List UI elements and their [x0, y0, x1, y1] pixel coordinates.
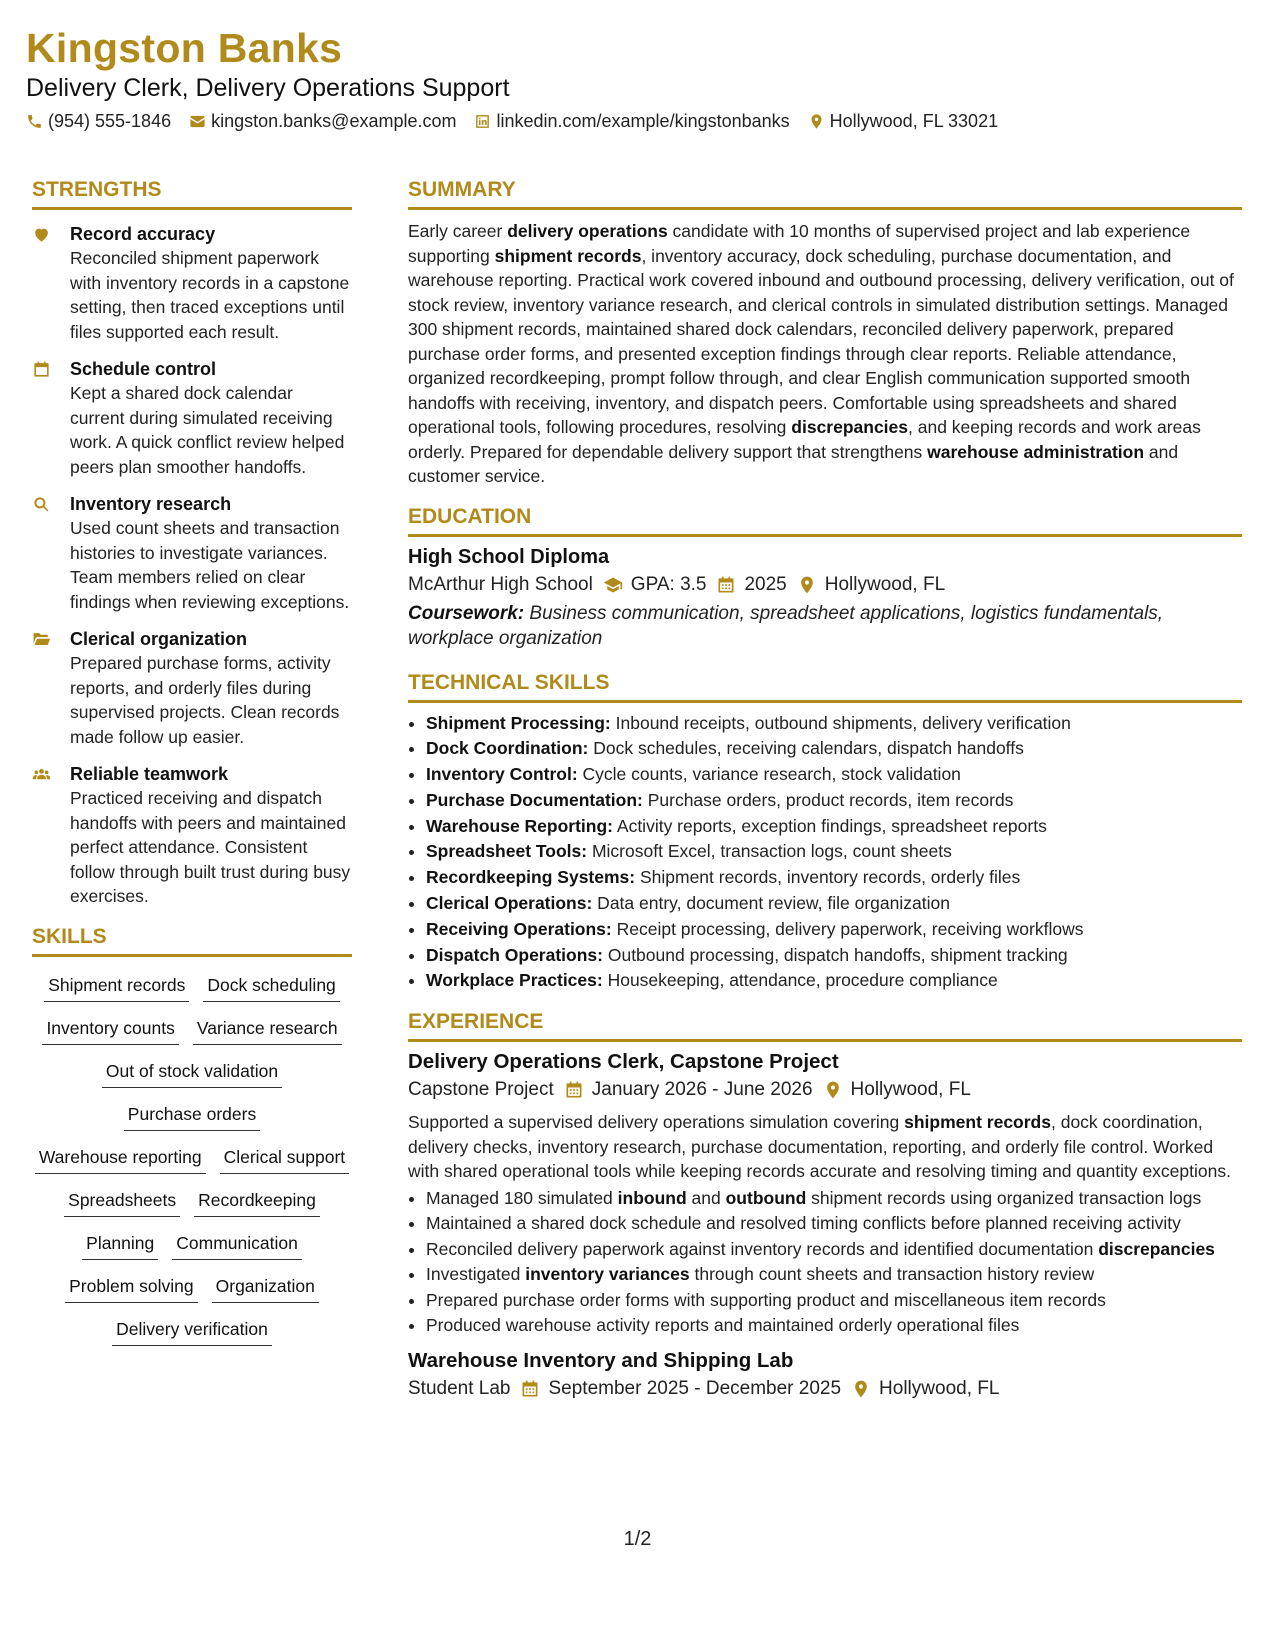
- strength-icon-wrap: [32, 222, 70, 344]
- summary-heading: SUMMARY: [408, 176, 1242, 210]
- technical-skill-label: Warehouse Reporting:: [426, 815, 613, 836]
- strength-description: Used count sheets and transaction histories to investigate variances. Team members relied on clear findings when reviewing exceptions.: [70, 518, 350, 612]
- education-gpa: [603, 571, 707, 599]
- candidate-name: Kingston Banks: [26, 25, 343, 71]
- calendar-icon: [716, 575, 736, 595]
- strength-description: Prepared purchase forms, activity reports, and orderly files during supervised projects. Clean records made follow up easier.: [70, 653, 340, 747]
- skill-tag: Warehouse reporting: [35, 1143, 206, 1174]
- job-bullet: • Investigated inventory variances through count sheets and transaction history review: [426, 1262, 1242, 1286]
- linkedin-text: linkedin.com/example/kingstonbanks: [496, 111, 790, 131]
- job-bullets: [408, 1186, 1242, 1338]
- education-location: [797, 571, 945, 599]
- skill-tag: Shipment records: [44, 971, 189, 1002]
- contact-location: [808, 111, 998, 132]
- strength-item: [32, 762, 352, 909]
- strengths-heading: STRENGTHS: [32, 176, 352, 210]
- contact-row: [26, 111, 1246, 132]
- calendar-icon: [32, 360, 51, 379]
- job-org: Capstone Project: [408, 1079, 554, 1101]
- strength-body: [70, 357, 352, 479]
- strengths-list: [32, 222, 352, 909]
- job-bullet: • Maintained a shared dock schedule and resolved timing conflicts before planned receiving activity: [426, 1211, 1242, 1235]
- technical-skill-item: • Spreadsheet Tools: Microsoft Excel, transaction logs, count sheets: [426, 839, 1242, 865]
- strength-title: Schedule control: [70, 359, 217, 379]
- technical-skills-list: [408, 711, 1242, 995]
- job-bullet: • Prepared purchase order forms with supporting product and miscellaneous item records: [426, 1288, 1242, 1312]
- strength-title: Reliable teamwork: [70, 764, 229, 784]
- strength-icon-wrap: [32, 762, 70, 909]
- technical-skill-item: • Inventory Control: Cycle counts, variance research, stock validation: [426, 762, 1242, 788]
- technical-skill-item: • Clerical Operations: Data entry, document review, file organization: [426, 891, 1242, 917]
- strength-body: [70, 762, 352, 909]
- folder-open-icon: [32, 630, 51, 649]
- technical-skill-item: • Dispatch Operations: Outbound processing, dispatch handoffs, shipment tracking: [426, 943, 1242, 969]
- technical-skill-item: • Shipment Processing: Inbound receipts, outbound shipments, delivery verification: [426, 711, 1242, 737]
- skill-tag: Organization: [212, 1272, 319, 1303]
- strength-item: [32, 492, 352, 614]
- strength-body: [70, 627, 352, 749]
- skill-tag: Communication: [172, 1229, 302, 1260]
- technical-skill-item: • Recordkeeping Systems: Shipment records, inventory records, orderly files: [426, 865, 1242, 891]
- job-bullet: • Managed 180 simulated inbound and outbound shipment records using organized transaction logs: [426, 1186, 1242, 1210]
- technical-skill-label: Shipment Processing:: [426, 712, 611, 733]
- bold-keyword: discrepancies: [1098, 1238, 1215, 1259]
- technical-skill-item: • Purchase Documentation: Purchase orders, product records, item records: [426, 788, 1242, 814]
- search-icon: [32, 495, 51, 514]
- coursework-label: Coursework:: [408, 602, 525, 624]
- candidate-subtitle: Delivery Clerk, Delivery Operations Support: [26, 74, 510, 102]
- technical-skill-label: Dock Coordination:: [426, 738, 589, 759]
- phone-icon: [26, 113, 43, 130]
- contact-phone[interactable]: [26, 111, 171, 132]
- job-meta: [408, 1375, 1242, 1403]
- job-org: Student Lab: [408, 1378, 511, 1400]
- map-pin-icon: [797, 575, 817, 595]
- skill-tag: Variance research: [193, 1014, 342, 1045]
- technical-skill-label: Workplace Practices:: [426, 970, 603, 991]
- education-school: McArthur High School: [408, 573, 593, 595]
- technical-skill-item: • Warehouse Reporting: Activity reports, exception findings, spreadsheet reports: [426, 814, 1242, 840]
- page-number: 1/2: [623, 1528, 652, 1550]
- education-year: [716, 571, 786, 599]
- edu-location-text: Hollywood, FL: [824, 573, 946, 595]
- graduation-cap-icon: [603, 575, 623, 595]
- strength-description: Reconciled shipment paperwork with inventory records in a capstone setting, then traced exceptions until files supported each result.: [70, 248, 350, 342]
- right-column: [408, 176, 1242, 1403]
- education-meta: [408, 571, 1242, 599]
- skills-heading: SKILLS: [32, 923, 352, 957]
- skills-list: [32, 971, 352, 1346]
- linkedin-icon: [474, 113, 491, 130]
- calendar-icon: [564, 1080, 584, 1100]
- job-dates-text: September 2025 - December 2025: [548, 1378, 842, 1400]
- contact-email[interactable]: [189, 111, 456, 132]
- skill-tag: Delivery verification: [112, 1315, 272, 1346]
- strength-description: Practiced receiving and dispatch handoffs with peers and maintained perfect attendance. Consistent follow through built trust during busy exercises.: [70, 788, 351, 906]
- skill-tag: Inventory counts: [42, 1014, 178, 1045]
- strength-body: [70, 222, 352, 344]
- job-title: Warehouse Inventory and Shipping Lab: [408, 1349, 794, 1373]
- contact-linkedin[interactable]: [474, 111, 789, 132]
- strength-body: [70, 492, 352, 614]
- bold-keyword: shipment records: [904, 1112, 1051, 1133]
- skill-tag: Purchase orders: [124, 1100, 260, 1131]
- gpa-text: GPA: 3.5: [630, 573, 707, 595]
- bold-keyword: shipment records: [494, 245, 642, 266]
- technical-skill-label: Recordkeeping Systems:: [426, 867, 636, 888]
- technical-skill-label: Purchase Documentation:: [426, 789, 643, 810]
- education-coursework: [408, 601, 1242, 651]
- strength-icon-wrap: [32, 627, 70, 749]
- technical-skill-label: Spreadsheet Tools:: [426, 841, 588, 862]
- job-location: [823, 1076, 971, 1104]
- job-description: Supported a supervised delivery operations simulation covering shipment records, dock coordination, delivery checks, inventory research, purchase documentation, reporting, and orderly file control. Worked with shared operational tools while keeping records accurate and resolving timing and quantity exceptions.: [408, 1112, 1231, 1182]
- strength-title: Clerical organization: [70, 629, 248, 649]
- job-location: [851, 1375, 999, 1403]
- strength-icon-wrap: [32, 492, 70, 614]
- job-meta: [408, 1076, 1242, 1104]
- experience-heading: EXPERIENCE: [408, 1008, 1242, 1042]
- resume-header: [26, 26, 1246, 132]
- technical-skill-item: • Dock Coordination: Dock schedules, receiving calendars, dispatch handoffs: [426, 736, 1242, 762]
- job-bullet: • Produced warehouse activity reports and maintained orderly operational files: [426, 1313, 1242, 1337]
- job-title: Delivery Operations Clerk, Capstone Project: [408, 1050, 839, 1074]
- technical-skill-label: Clerical Operations:: [426, 893, 593, 914]
- education-heading: EDUCATION: [408, 503, 1242, 537]
- calendar-icon: [520, 1379, 540, 1399]
- experience-job-1: [408, 1048, 1242, 1337]
- skill-tag: Recordkeeping: [194, 1186, 320, 1217]
- map-pin-icon: [823, 1080, 843, 1100]
- experience-job-2: [408, 1347, 1242, 1403]
- technical-skills-heading: TECHNICAL SKILLS: [408, 669, 1242, 703]
- education-degree: High School Diploma: [408, 545, 610, 568]
- job-location-text: Hollywood, FL: [879, 1378, 1000, 1400]
- technical-skill-item: • Workplace Practices: Housekeeping, attendance, procedure compliance: [426, 968, 1242, 994]
- bold-keyword: discrepancies: [791, 417, 909, 437]
- technical-skill-label: Receiving Operations:: [426, 918, 612, 939]
- skill-tag: Problem solving: [65, 1272, 198, 1303]
- heart-icon: [32, 225, 51, 244]
- skill-tag: Dock scheduling: [203, 971, 339, 1002]
- coursework-text: Business communication, spreadsheet applications, logistics fundamentals, workplace organization: [408, 602, 1164, 649]
- job-dates: [520, 1375, 841, 1403]
- strength-item: [32, 357, 352, 479]
- left-column: [32, 176, 352, 1346]
- strength-description: Kept a shared dock calendar current during simulated receiving work. A quick conflict review helped peers plan smoother handoffs.: [70, 383, 345, 477]
- technical-skill-label: Dispatch Operations:: [426, 944, 603, 965]
- bold-keyword: outbound: [725, 1187, 807, 1208]
- location-text: Hollywood, FL 33021: [829, 111, 999, 131]
- users-icon: [32, 765, 51, 784]
- job-location-text: Hollywood, FL: [850, 1079, 971, 1101]
- bold-keyword: warehouse administration: [927, 441, 1145, 462]
- technical-skill-label: Inventory Control:: [426, 764, 578, 785]
- strength-icon-wrap: [32, 357, 70, 479]
- bold-keyword: delivery operations: [507, 221, 668, 241]
- email-text: kingston.banks@example.com: [211, 111, 457, 131]
- skill-tag: Out of stock validation: [102, 1057, 282, 1088]
- map-pin-icon: [851, 1379, 871, 1399]
- year-text: 2025: [744, 573, 787, 595]
- strength-title: Inventory research: [70, 494, 232, 514]
- phone-text: (954) 555-1846: [48, 111, 172, 131]
- bold-keyword: inbound: [617, 1187, 687, 1208]
- strength-item: [32, 222, 352, 344]
- strength-item: [32, 627, 352, 749]
- summary-text: Early career delivery operations candidate with 10 months of supervised project and lab experience supporting shipment records, inventory accuracy, dock scheduling, purchase documentation, and warehouse reporting. Practical work covered inbound and outbound processing, delivery verification, out of stock review, inventory variance research, and clerical controls in simulated distribution settings. Managed 300 shipment records, maintained shared dock calendars, reconciled delivery paperwork, prepared purchase order forms, and presented exception findings through clear reports. Reliable attendance, organized recordkeeping, prompt follow through, and clear English communication supported smooth handoffs with receiving, inventory, and dispatch peers. Comfortable using spreadsheets and shared operational tools, following procedures, resolving discrepancies, and keeping records and work areas orderly. Prepared for dependable delivery support that strengthens warehouse administration and customer service.: [408, 221, 1234, 486]
- job-dates-text: January 2026 - June 2026: [591, 1079, 813, 1101]
- map-pin-icon: [808, 113, 825, 130]
- job-dates: [564, 1076, 813, 1104]
- bold-keyword: inventory variances: [525, 1264, 690, 1285]
- envelope-icon: [189, 113, 206, 130]
- skill-tag: Planning: [82, 1229, 158, 1260]
- technical-skill-item: • Receiving Operations: Receipt processing, delivery paperwork, receiving workflows: [426, 917, 1242, 943]
- skill-tag: Spreadsheets: [64, 1186, 180, 1217]
- job-bullet: • Reconciled delivery paperwork against inventory records and identified documentation discrepancies: [426, 1237, 1242, 1261]
- skill-tag: Clerical support: [220, 1143, 350, 1174]
- strength-title: Record accuracy: [70, 224, 216, 244]
